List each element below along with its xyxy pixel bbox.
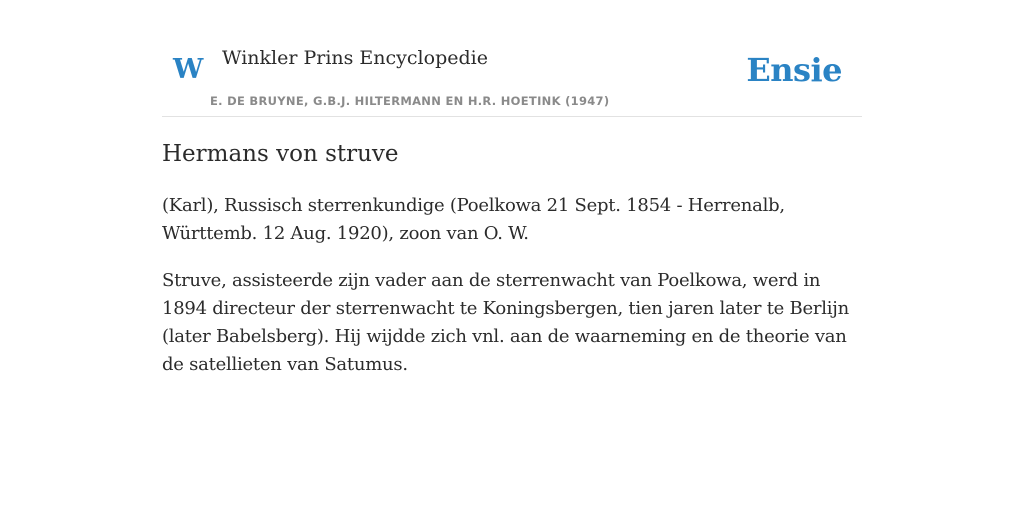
- ensie-logo-link[interactable]: Ensie: [746, 51, 842, 89]
- entry-title: Hermans von struve: [162, 141, 399, 167]
- book-title: Winkler Prins Encyclopedie: [222, 47, 488, 69]
- book-logo-link[interactable]: W: [173, 54, 204, 85]
- entry-paragraph: Struve, assisteerde zijn vader aan de sterrenwacht van Poelkowa, werd in 1894 directeur der sterrenwacht te Koningsbergen, tien jaren later te Berlijn (later Babelsberg). Hij wijdde zich vnl. aan de waarneming en de theorie van de satellieten van Satumus.: [162, 270, 849, 375]
- entry-content: [162, 138, 862, 379]
- entry-paragraph: (Karl), Russisch sterrenkundige (Poelkowa 21 Sept. 1854 - Herrenalb, Württemb. 12 Aug. 1920), zoon van O. W.: [162, 195, 785, 244]
- book-header: [162, 40, 862, 117]
- book-authors: E. DE BRUYNE, G.B.J. HILTERMANN EN H.R. HOETINK (1947): [210, 94, 610, 108]
